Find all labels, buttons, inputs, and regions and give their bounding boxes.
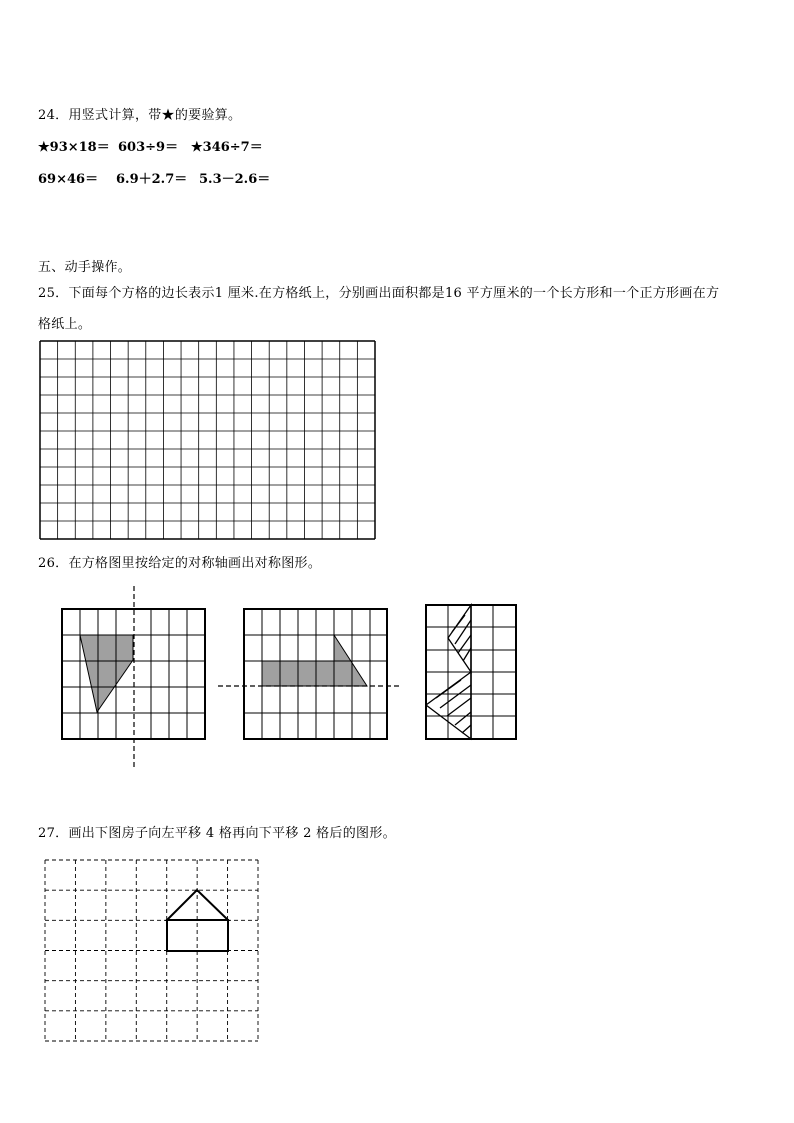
calc-4: 69×46＝ bbox=[38, 172, 99, 187]
q25-line1: 25．下面每个方格的边长表示1 厘米.在方格纸上，分别画出面积都是16 平方厘米的一个长方形和一个正方形画在方 bbox=[38, 286, 720, 301]
q24-title: 24．用竖式计算，带★的要验算。 bbox=[38, 108, 242, 123]
q27-title: 27．画出下图房子向左平移 4 格再向下平移 2 格后的图形。 bbox=[38, 826, 396, 841]
calc-5: 6.9＋2.7＝ bbox=[116, 172, 188, 187]
calc-3: ★346÷7＝ bbox=[191, 140, 263, 155]
q26-title: 26．在方格图里按给定的对称轴画出对称图形。 bbox=[38, 556, 322, 571]
section-title: 五、动手操作。 bbox=[38, 260, 132, 275]
q25-line2: 格纸上。 bbox=[38, 317, 92, 332]
calc-6: 5.3－2.6＝ bbox=[199, 172, 271, 187]
calc-1: ★93×18＝ bbox=[38, 140, 110, 155]
calc-2: 603÷9＝ bbox=[118, 140, 179, 155]
house bbox=[167, 890, 228, 951]
